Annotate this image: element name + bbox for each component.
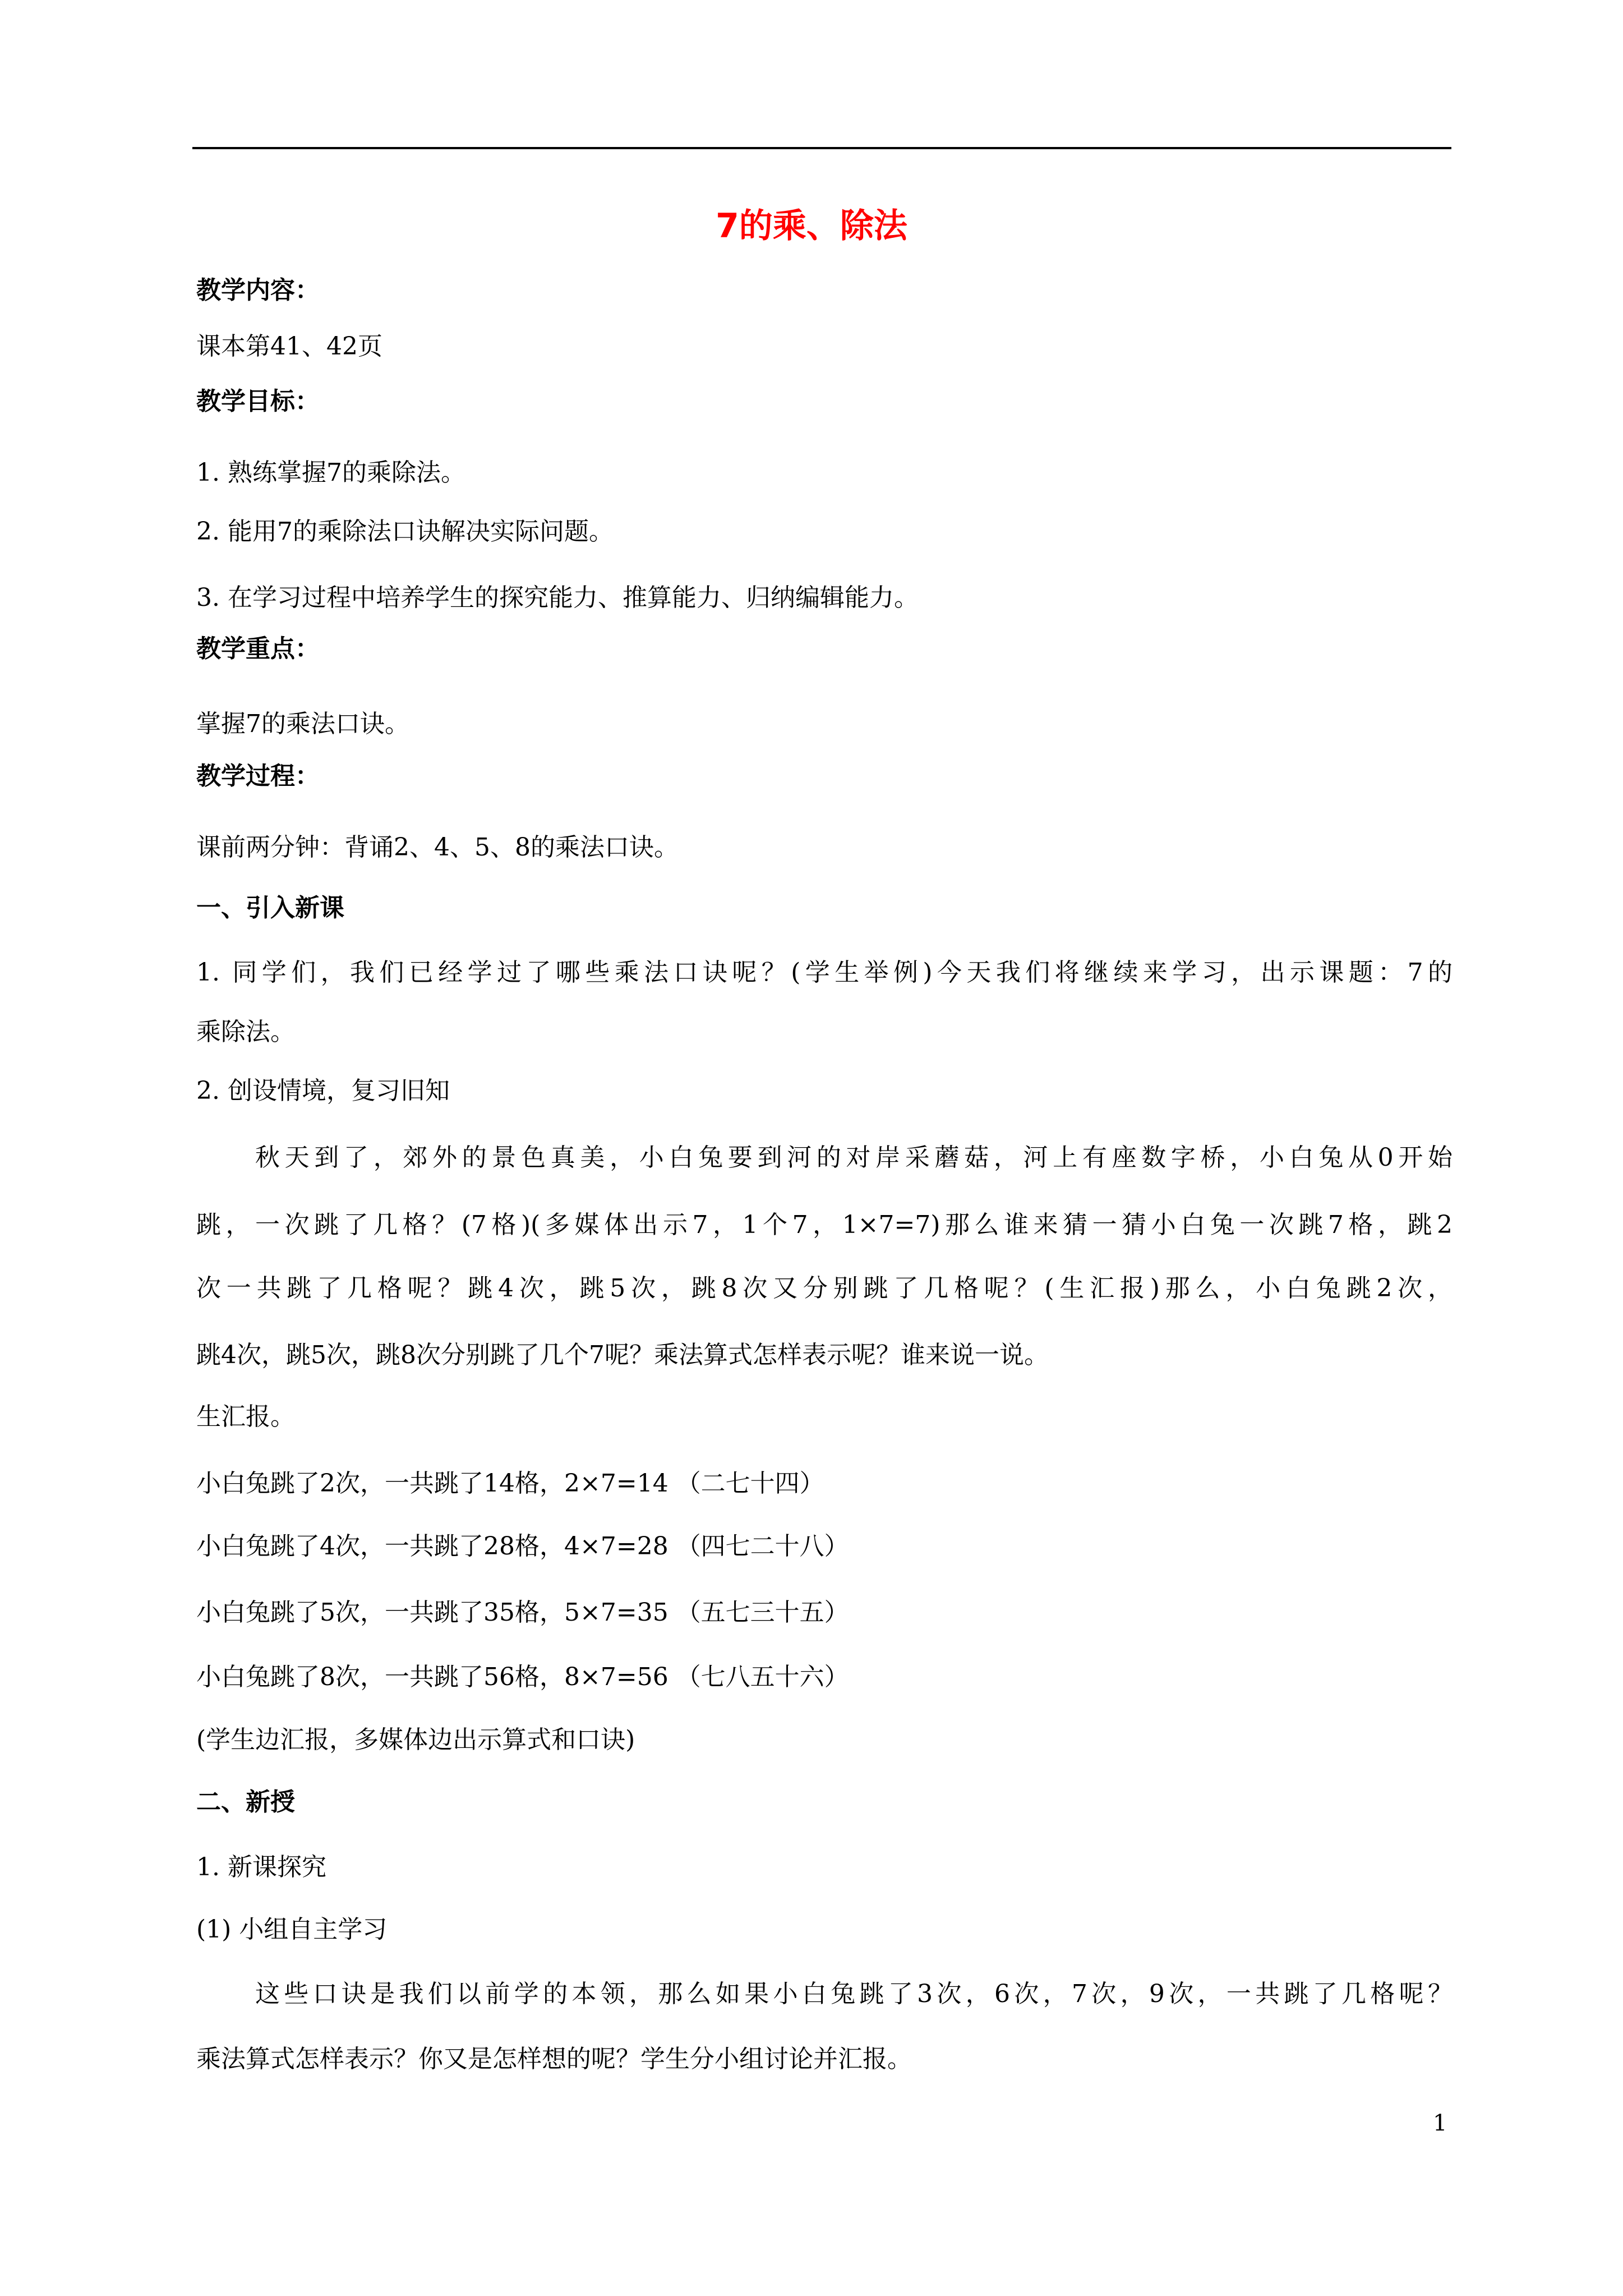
section-1-para-1-line-1: 1. 同学们，我们已经学过了哪些乘法口诀呢？(学生举例)今天我们将继续来学习，出示课题：7的: [196, 958, 1453, 987]
section-1-para-1-line-2: 乘除法。: [196, 1018, 295, 1046]
story-line-3: 次一共跳了几格呢？跳4次，跳5次，跳8次又分别跳了几格呢？(生汇报)那么，小白兔跳2次，: [196, 1274, 1453, 1303]
report-line-4: 小白兔跳了8次，一共跳了56格，8×7=56 （七八五十六）: [196, 1663, 849, 1691]
story-line-4: 跳4次，跳5次，跳8次分别跳了几个7呢？乘法算式怎样表示呢？谁来说一说。: [196, 1341, 1049, 1369]
section-2-heading: 二、新授: [196, 1788, 295, 1816]
goal-item-3: 3. 在学习过程中培养学生的探究能力、推算能力、归纳编辑能力。: [196, 583, 919, 612]
section-2-para-2: (1) 小组自主学习: [196, 1915, 388, 1944]
header-rule: [192, 147, 1451, 149]
report-note: (学生边汇报，多媒体边出示算式和口诀): [196, 1726, 635, 1754]
goal-item-2: 2. 能用7的乘除法口诀解决实际问题。: [196, 517, 614, 546]
story-line-1: 秋天到了，郊外的景色真美，小白兔要到河的对岸采蘑菇，河上有座数字桥，小白兔从0开始: [255, 1143, 1453, 1172]
report-label: 生汇报。: [196, 1402, 295, 1431]
goal-item-1: 1. 熟练掌握7的乘除法。: [196, 458, 465, 487]
pre-class-text: 课前两分钟：背诵2、4、5、8的乘法口诀。: [196, 833, 679, 862]
goals-heading: 教学目标：: [196, 387, 320, 416]
page-number: 1: [1433, 2110, 1447, 2136]
page-title: 7的乘、除法: [716, 206, 907, 246]
story-line-2: 跳，一次跳了几格？(7格)(多媒体出示7，1个7，1×7=7)那么谁来猜一猜小白兔一次跳7格，跳2: [196, 1211, 1453, 1239]
section-2-story-line-2: 乘法算式怎样表示？你又是怎样想的呢？学生分小组讨论并汇报。: [196, 2045, 912, 2073]
report-line-2: 小白兔跳了4次，一共跳了28格，4×7=28 （四七二十八）: [196, 1532, 849, 1561]
report-line-1: 小白兔跳了2次，一共跳了14格，2×7=14 （二七十四）: [196, 1469, 824, 1498]
process-heading: 教学过程：: [196, 762, 320, 790]
key-heading: 教学重点：: [196, 634, 320, 663]
section-2-story-line-1: 这些口诀是我们以前学的本领，那么如果小白兔跳了3次，6次，7次，9次，一共跳了几格呢？: [255, 1980, 1453, 2008]
section-2-para-1: 1. 新课探究: [196, 1853, 326, 1881]
section-1-para-2: 2. 创设情境，复习旧知: [196, 1076, 450, 1105]
content-heading: 教学内容：: [196, 276, 320, 305]
section-1-heading: 一、引入新课: [196, 894, 344, 922]
key-text: 掌握7的乘法口诀。: [196, 710, 409, 738]
report-line-3: 小白兔跳了5次，一共跳了35格，5×7=35 （五七三十五）: [196, 1598, 849, 1627]
content-text: 课本第41、42页: [196, 332, 382, 361]
